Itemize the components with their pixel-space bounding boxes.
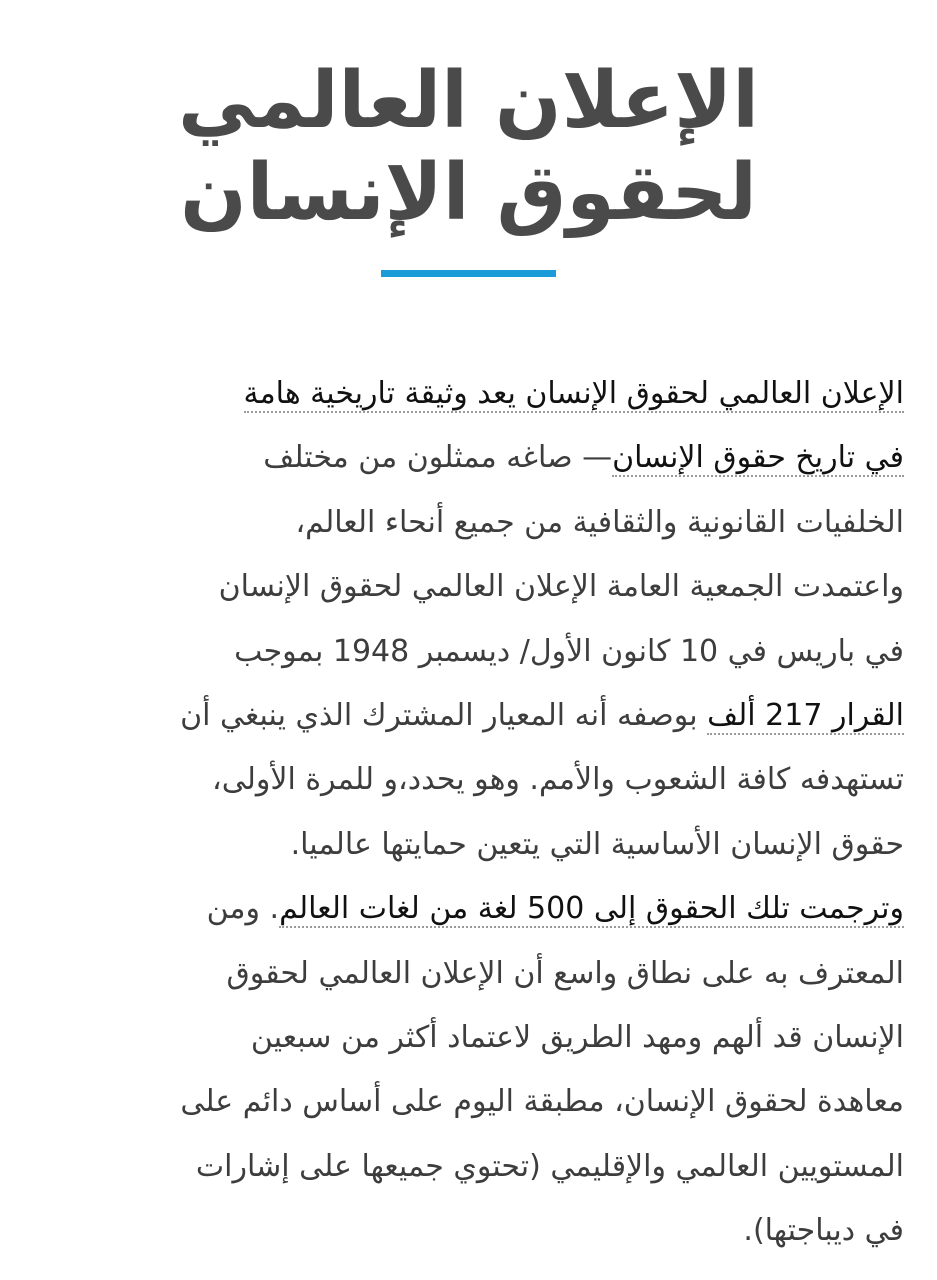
paragraph-line: المعترف به على نطاق واسع أن الإعلان العالمي لحقوق <box>226 955 904 991</box>
paragraph-line: الخلفيات القانونية والثقافية من جميع أنحاء العالم، <box>295 504 904 540</box>
title-accent-rule <box>381 270 556 277</box>
paragraph-line <box>38 426 904 490</box>
paragraph-line: تستهدفه كافة الشعوب والأمم. وهو يحدد،و للمرة الأولى، <box>212 762 904 798</box>
paragraph-line: المستويين العالمي والإقليمي (تحتوي جميعها على إشارات <box>195 1148 904 1184</box>
link-resolution-217a[interactable]: القرار 217 ألف <box>707 697 904 733</box>
title-line-2: لحقوق الإنسان <box>180 148 757 238</box>
page-title <box>0 55 937 239</box>
paragraph-line <box>38 684 904 748</box>
paragraph-text: . ومن <box>206 891 280 927</box>
link-udhr-historic-document[interactable]: الإعلان العالمي لحقوق الإنسان يعد وثيقة تاريخية هامة <box>243 376 904 411</box>
link-translations-500-languages[interactable]: وترجمت تلك الحقوق إلى 500 لغة من لغات العالم <box>279 891 904 927</box>
paragraph-line <box>38 362 904 426</box>
body-paragraph <box>38 362 904 1263</box>
paragraph-line <box>38 877 904 941</box>
paragraph-text: بوصفه أنه المعيار المشترك الذي ينبغي أن <box>180 697 708 733</box>
paragraph-line: معاهدة لحقوق الإنسان، مطبقة اليوم على أساس دائم على <box>180 1084 904 1120</box>
paragraph-line: حقوق الإنسان الأساسية التي يتعين حمايتها عالميا. <box>290 826 904 862</box>
paragraph-line: في ديباجتها). <box>743 1213 904 1249</box>
title-line-1: الإعلان العالمي <box>178 56 759 146</box>
paragraph-line: الإنسان قد ألهم ومهد الطريق لاعتماد أكثر من سبعين <box>250 1019 904 1055</box>
paragraph-line: واعتمدت الجمعية العامة الإعلان العالمي لحقوق الإنسان <box>218 569 904 605</box>
link-human-rights-history[interactable]: في تاريخ حقوق الإنسان <box>612 440 904 476</box>
paragraph-text: — صاغه ممثلون من مختلف <box>263 440 613 476</box>
paragraph-line: في باريس في 10 كانون الأول/ ديسمبر 1948 بموجب <box>234 633 904 669</box>
